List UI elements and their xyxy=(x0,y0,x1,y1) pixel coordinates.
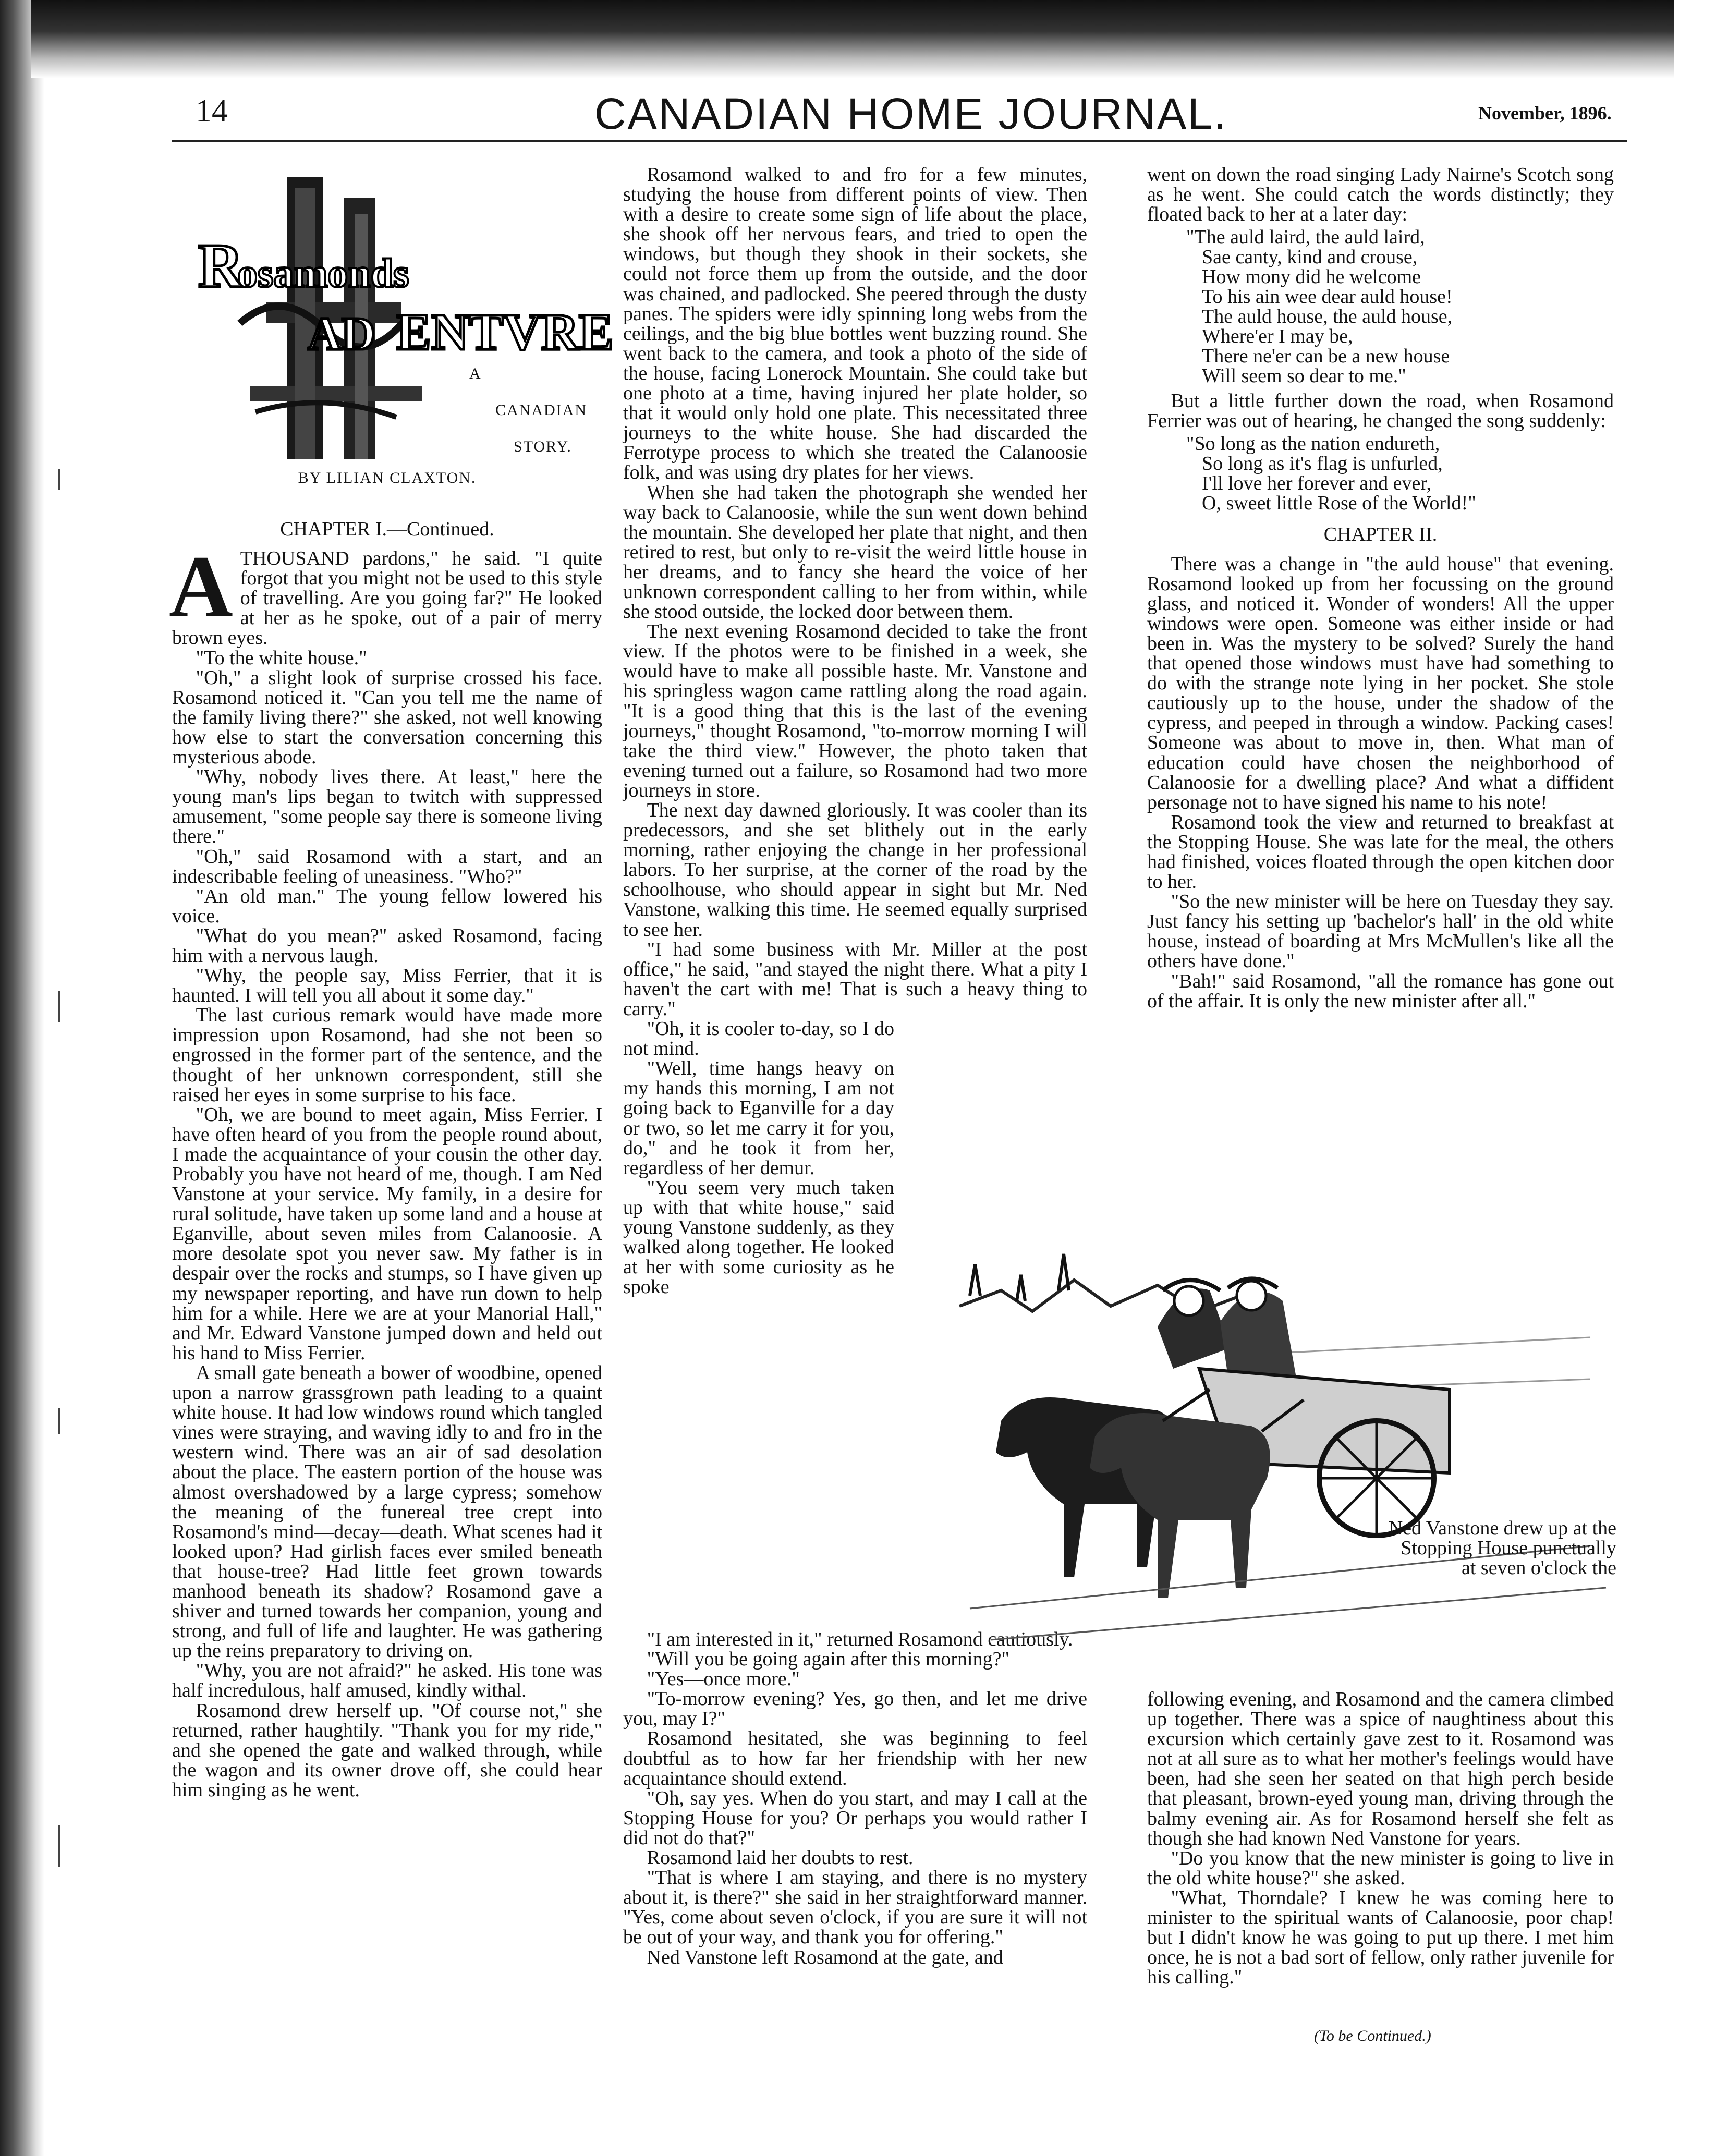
column-2-lower xyxy=(623,1629,1087,1967)
paragraph: Rosamond walked to and fro for a few minutes, studying the house from different points of view. Then with a desire to create some sign of life about the place, she shook off her nervous fears, and tried to open the windows, but though they shook in their sockets, she could not force them up from the outside, and the door was chained, and padlocked. She peered through the dusty panes. The spiders were idly spinning long webs from the ceilings, and the big blue bottles went buzzing round. She went back to the camera, and took a photo of the side of the house, facing Lonerock Mountain. She could take but one photo at a time, having injured her plate holder, so that it would only hold one plate. This necessitated three journeys to the white house. She had discarded the Ferrotype process to which she treated the Calanoosie folk, and was using dry plates for her views. xyxy=(623,164,1087,484)
paragraph: Rosamond laid her doubts to rest. xyxy=(647,1847,914,1869)
poem-line: To his ain wee dear auld house! xyxy=(1202,286,1453,308)
paragraph: Rosamond drew herself up. "Of course not," she returned, rather haughtily. "Thank you for my ride," and she opened the gate and walked through, while the wagon and its owner drove off, she could hear him singing as he went. xyxy=(172,1699,602,1801)
wagon-illustration xyxy=(939,1233,1616,1661)
paragraph: "Oh," a slight look of surprise crossed his face. Rosamond noticed it. "Can you tell me the name of the family living there?" she asked, not well knowing how else to start the conversation concerning this mysterious abode. xyxy=(172,666,602,769)
paragraph: The next day dawned gloriously. It was cooler than its predecessors, and she set blithely out in the early morning, rather enjoying the change in her professional labors. To her surprise, at the corner of the road by the schoolhouse, who should appear in sight but Mr. Ned Vanstone, walking this time. He seemed equally surprised to see her. xyxy=(623,799,1087,941)
paragraph: "Oh, it is cooler to-day, so I do not mind. xyxy=(623,1018,894,1060)
paragraph: Rosamond took the view and returned to breakfast at the Stopping House. She was late for the meal, the others had finished, voices floated through the open kitchen door to her. xyxy=(1147,811,1614,893)
svg-text:ENTVRE: ENTVRE xyxy=(396,303,614,361)
paragraph: "So the new minister will be here on Tuesday they say. Just fancy his setting up 'bachelor's hall' in the old white house, instead of boarding at Mrs McMullen's like all the others have done." xyxy=(1147,891,1614,972)
chapter-2-heading: CHAPTER II. xyxy=(1323,523,1438,546)
paragraph: "You seem very much taken up with that white house," said young Vanstone suddenly, as they walked along together. He looked at her with some curiosity as he spoke xyxy=(623,1176,894,1298)
svg-text:AD: AD xyxy=(308,308,375,360)
issue-date: November, 1896. xyxy=(1478,103,1612,124)
scan-mark xyxy=(58,469,60,490)
poem-line: I'll love her forever and ever, xyxy=(1202,472,1431,495)
poem-line: O, sweet little Rose of the World!" xyxy=(1202,492,1476,515)
poem-line: How mony did he welcome xyxy=(1202,266,1421,288)
paragraph: Rosamond hesitated, she was beginning to feel doubtful as to how far her friendship with her new acquaintance should extend. xyxy=(623,1727,1087,1789)
column-3 xyxy=(1147,165,1614,1011)
paragraph: "Do you know that the new minister is going to live in the old white house?" she asked. xyxy=(1147,1847,1614,1889)
paragraph xyxy=(169,538,602,649)
journal-title: CANADIAN HOME JOURNAL. xyxy=(594,89,1228,138)
scan-edge-shadow xyxy=(0,0,44,2156)
paragraph: "Why, you are not afraid?" he asked. His tone was half incredulous, half amused, kindly withal. xyxy=(172,1660,602,1702)
title-illustration xyxy=(188,167,631,464)
poem-auld-house xyxy=(1186,227,1614,386)
paragraph: "What, Thorndale? I knew he was coming here to minister to the spiritual wants of Calanoosie, poor chap! but I didn't know he was going to put up there. I met him once, he is not a bad sort of fellow, only rather juvenile for his calling." xyxy=(1147,1886,1614,1989)
paragraph: The last curious remark would have made more impression upon Rosamond, had she not been so engrossed in the former part of the sentence, and the thought of her unknown correspondent, still she raised her eyes in some surprise to his face. xyxy=(172,1004,602,1106)
poem-line: Sae canty, kind and crouse, xyxy=(1202,246,1418,269)
paragraph: A small gate beneath a bower of woodbine, opened upon a narrow grassgrown path leading to a quaint white house. It had low windows round which tangled vines were straying, and waving idly to and fro in the western wind. There was an air of sad desolation about the place. The eastern portion of the house was almost overshadowed by a large cypress; somehow the meaning of the funereal tree crept into Rosamond's mind—decay—death. What scenes had it looked upon? Had girlish faces ever smiled beneath that house-tree? Had little feet grown towards manhood beneath its shadow? Rosamond gave a shiver and turned towards her companion, young and strong, and full of life and laughter. He was gathering up the reins preparatory to driving on. xyxy=(172,1361,602,1662)
paragraph: There was a change in "the auld house" that evening. Rosamond looked up from her focussing on the ground glass, and noticed it. Wonder of wonders! All the upper windows were open. Someone was either inside or had been in. Was the mystery to be solved? Surely the hand that opened those windows must have had something to do with the strange note lying in her pocket. She stole cautiously up to the house, under the shadow of the cypress, and peeped in through a window. Packing cases! Someone was about to move in, then. What man of education could have chosen the neighborhood of Calanoosie for a dwelling place? And what a diffident personage not to have signed his name to his note! xyxy=(1147,553,1614,813)
poem-line: So long as it's flag is unfurled, xyxy=(1202,453,1443,475)
to-be-continued: (To be Continued.) xyxy=(1314,2027,1431,2044)
column-2 xyxy=(623,165,1087,1297)
paragraph: "To-morrow evening? Yes, go then, and let me drive you, may I?" xyxy=(623,1688,1087,1730)
paragraph: "Why, the people say, Miss Ferrier, that it is haunted. I will tell you all about it some day." xyxy=(172,965,602,1007)
paragraph-text: THOUSAND pardons," he said. "I quite forgot that you might not be used to this style of travelling. Are you going far?" He looked at her as he spoke, out of a pair of merry brown eyes. xyxy=(172,547,602,649)
paragraph: "Yes—once more." xyxy=(647,1668,800,1690)
scan-mark xyxy=(58,1408,60,1434)
poem-line: "The auld laird, the auld laird, xyxy=(1186,226,1425,249)
svg-text:R: R xyxy=(198,231,244,300)
subtitle-a: A xyxy=(469,365,482,382)
header-rule xyxy=(172,140,1627,142)
paragraph: "Oh," said Rosamond with a start, and an indescribable feeling of uneasiness. "Who?" xyxy=(172,845,602,887)
paragraph: Ned Vanstone left Rosamond at the gate, and xyxy=(647,1946,1003,1968)
paragraph: following evening, and Rosamond and the camera climbed up together. There was a spice of naughtiness about this excursion which certainly gave zest to it. Rosamond was not at all sure as to what her mother's feelings would have been, had she seen her seated on that high perch beside that pleasant, brown-eyed young man, driving through the balmy evening air. As for Rosamond herself she felt as though she had known Ned Vanstone for years. xyxy=(1147,1688,1614,1849)
poem-line: The auld house, the auld house, xyxy=(1202,306,1453,328)
title-lettering xyxy=(198,231,614,361)
page-number: 14 xyxy=(196,93,228,129)
column-3-lower xyxy=(1147,1689,1614,1987)
paragraph: "I had some business with Mr. Miller at the post office," he said, "and stayed the night there. What a pity I haven't the cart with me! That is such a heavy thing to carry." xyxy=(623,938,1087,1020)
drop-cap: A xyxy=(169,538,233,636)
column-1 xyxy=(169,508,602,1801)
chapter-1-heading: CHAPTER I.—Continued. xyxy=(280,518,494,540)
paragraph: The next evening Rosamond decided to take the front view. If the photos were to be finished in a week, she would have to make all possible haste. Mr. Vanstone and his springless wagon came rattling along the road again. "It is a good thing that this is the last of the evening journeys," thought Rosamond, "to-morrow morning I will take the third view." However, the photo taken that evening turned out a failure, so Rosamond had two more journeys in store. xyxy=(623,620,1087,801)
paragraph: "Oh, we are bound to meet again, Miss Ferrier. I have often heard of you from the people round about, I made the acquaintance of your cousin the other day. Probably you have not heard of me, though. I am Ned Vanstone at your service. My family, in a desire for rural solitude, have taken up some land and a house at Eganville, about seven miles from Calanoosie. A more desolate spot you never saw. My father is in despair over the rocks and stumps, so I have given up my newspaper reporting, and have run down to help him for a while. Here we are at your Manorial Hall," and Mr. Edward Vanstone jumped down and held out his hand to Miss Ferrier. xyxy=(172,1103,602,1364)
subtitle-story: STORY. xyxy=(514,438,572,455)
paragraph: "An old man." The young fellow lowered his voice. xyxy=(172,885,602,927)
paragraph: "Why, nobody lives there. At least," here the young man's lips began to twitch with suppressed amusement, "some people say there is someone living there." xyxy=(172,766,602,848)
paragraph: "Will you be going again after this morning?" xyxy=(647,1648,1009,1671)
paragraph: "That is where I am staying, and there is no mystery about it, is there?" she said in her straightforward manner. "Yes, come about seven o'clock, if you are sure it will not be out of your way, and thank you for offering." xyxy=(623,1867,1087,1948)
paragraph: went on down the road singing Lady Nairne's Scotch song as he went. She could catch the words distinctly; they floated back to her at a later day: xyxy=(1147,164,1614,226)
paragraph: "I am interested in it," returned Rosamond cautiously. xyxy=(647,1628,1073,1650)
paragraph: "Oh, say yes. When do you start, and may I call at the Stopping House for you? Or perhaps you would rather I did not do that?" xyxy=(623,1787,1087,1849)
byline: BY LILIAN CLAXTON. xyxy=(298,469,477,486)
poem-line: Where'er I may be, xyxy=(1202,325,1353,348)
svg-text:osamonds: osamonds xyxy=(237,250,409,296)
illustration-caption: Ned Vanstone drew up at the Stopping House punctually at seven o'clock the xyxy=(1388,1517,1616,1579)
paragraph: "What do you mean?" asked Rosamond, facing him with a nervous laugh. xyxy=(172,924,602,967)
paragraph: "Well, time hangs heavy on my hands this morning, I am not going back to Eganville for a day or two, so let me carry it for you, do," and he took it from her, regardless of her demur. xyxy=(623,1057,894,1179)
scan-top-border xyxy=(31,0,1674,78)
poem-line: There ne'er can be a new house xyxy=(1202,345,1450,368)
poem-line: "So long as the nation endureth, xyxy=(1186,433,1440,455)
scan-mark xyxy=(58,1825,60,1867)
paragraph: But a little further down the road, when Rosamond Ferrier was out of hearing, he changed the song suddenly: xyxy=(1147,390,1614,432)
subtitle-canadian: CANADIAN xyxy=(495,401,587,419)
paragraph: "To the white house." xyxy=(196,647,367,669)
scan-mark xyxy=(58,991,60,1022)
paragraph: "Bah!" said Rosamond, "all the romance has gone out of the affair. It is only the new minister after all." xyxy=(1147,970,1614,1012)
poem-line: Will seem so dear to me." xyxy=(1202,365,1406,387)
paragraph: When she had taken the photograph she wended her way back to Calanoosie, while the sun went down behind the mountain. She developed her plate that night, and then retired to rest, but only to re-visit the weird little house in her dreams, and to fancy she heard the voice of her unknown correspondent calling to her from within, while she stood outside, the locked door between them. xyxy=(623,481,1087,623)
poem-rose-of-the-world xyxy=(1186,434,1614,513)
